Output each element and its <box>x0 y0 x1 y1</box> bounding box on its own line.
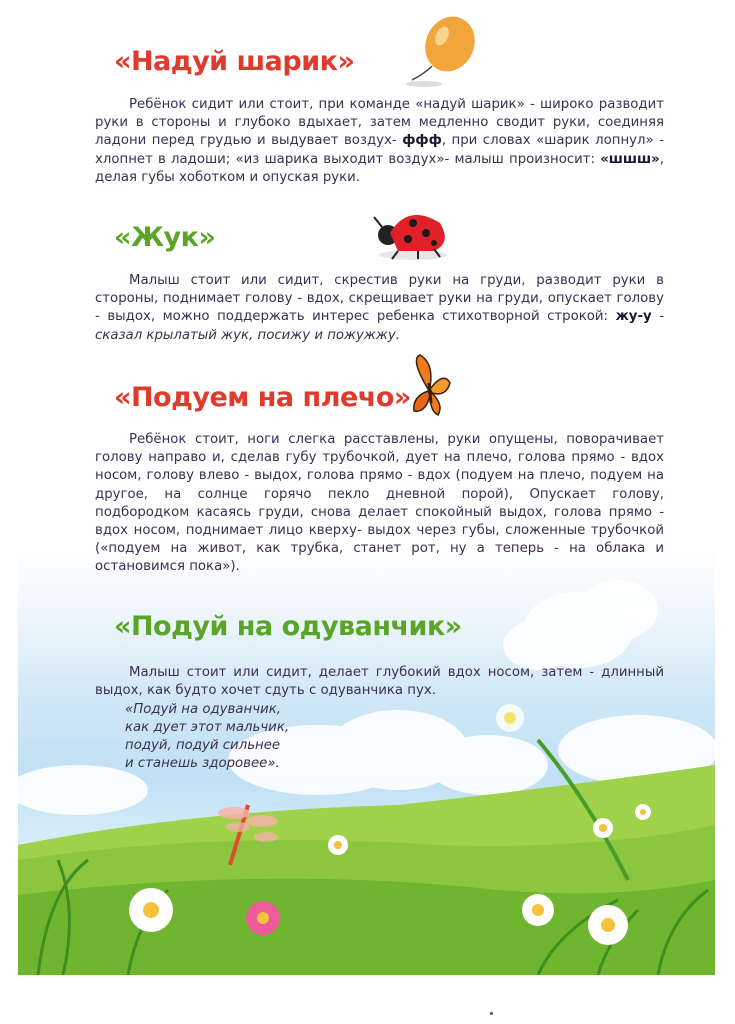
butterfly-icon <box>404 353 454 419</box>
section-text-dandelion: Малыш стоит или сидит, делает глубокий вдох носом, затем - длинный выдох, как будто хочет сдуть с одуванчика пух. <box>95 665 664 699</box>
sound-shsh: «шшш» <box>600 151 660 167</box>
section-text-shoulder: Ребёнок стоит, ноги слегка расставлены, руки опущены, поворачивает голову направо и, сделав губу трубочкой, дует на плечо, голова прямо - вдох носом, голову влево - выдох, голова прямо - вдох (подуем на плечо, подуем на другое, на солнце горячо пекло дневной порой), Опускает голову, подбородком касаясь груди, снова делает спокойный выдох, голова прямо - вдох носом, поднимает лицо кверху- выдох через губы, сложенные трубочкой («подуем на живот, как трубка, станет рот, ну а теперь - на облака и остановимся пока»). <box>95 432 664 575</box>
scan-dot <box>490 1012 493 1015</box>
poem-line: «Подуй на одуванчик, <box>125 702 281 717</box>
sound-fff: ффф <box>402 133 442 149</box>
section-title-beetle: «Жук» <box>114 222 216 253</box>
section-title-dandelion: «Подуй на одуванчик» <box>114 611 462 642</box>
section-title-balloon: «Надуй шарик» <box>114 46 355 77</box>
section-title-shoulder: «Подуем на плечо» <box>114 382 411 413</box>
dandelion-poem <box>125 701 289 773</box>
poem-line: и станешь здоровее». <box>125 756 280 771</box>
sound-zhu: жу-у <box>615 309 652 325</box>
section-text-balloon: Ребёнок сидит или стоит, при команде «надуй шарик» - широко разводит руки в стороны и глубоко вдыхает, затем медленно сводит руки, соединяя ладони перед грудью и выдувает воздух- ффф, при словах «шарик лопнул» - хлопнет в ладоши; «из шарика выходит воздух»- малыш произносит: «шшш», делая губы хоботком и опуская руки. <box>95 97 664 185</box>
poem-line: подуй, подуй сильнее <box>125 738 281 753</box>
poem-line: как дует этот мальчик, <box>125 720 290 735</box>
worksheet <box>18 0 715 975</box>
balloon-icon <box>384 14 484 92</box>
ladybug-icon <box>368 203 458 263</box>
section-text-beetle: Малыш стоит или сидит, скрестив руки на груди, разводит руки в стороны, поднимает голову - вдох, скрещивает руки на груди, опускает голову - выдох, можно поддержать интерес ребенка стихотворной строкой: жу-у - сказал крылатый жук, посижу и пожужжу. <box>95 273 664 343</box>
